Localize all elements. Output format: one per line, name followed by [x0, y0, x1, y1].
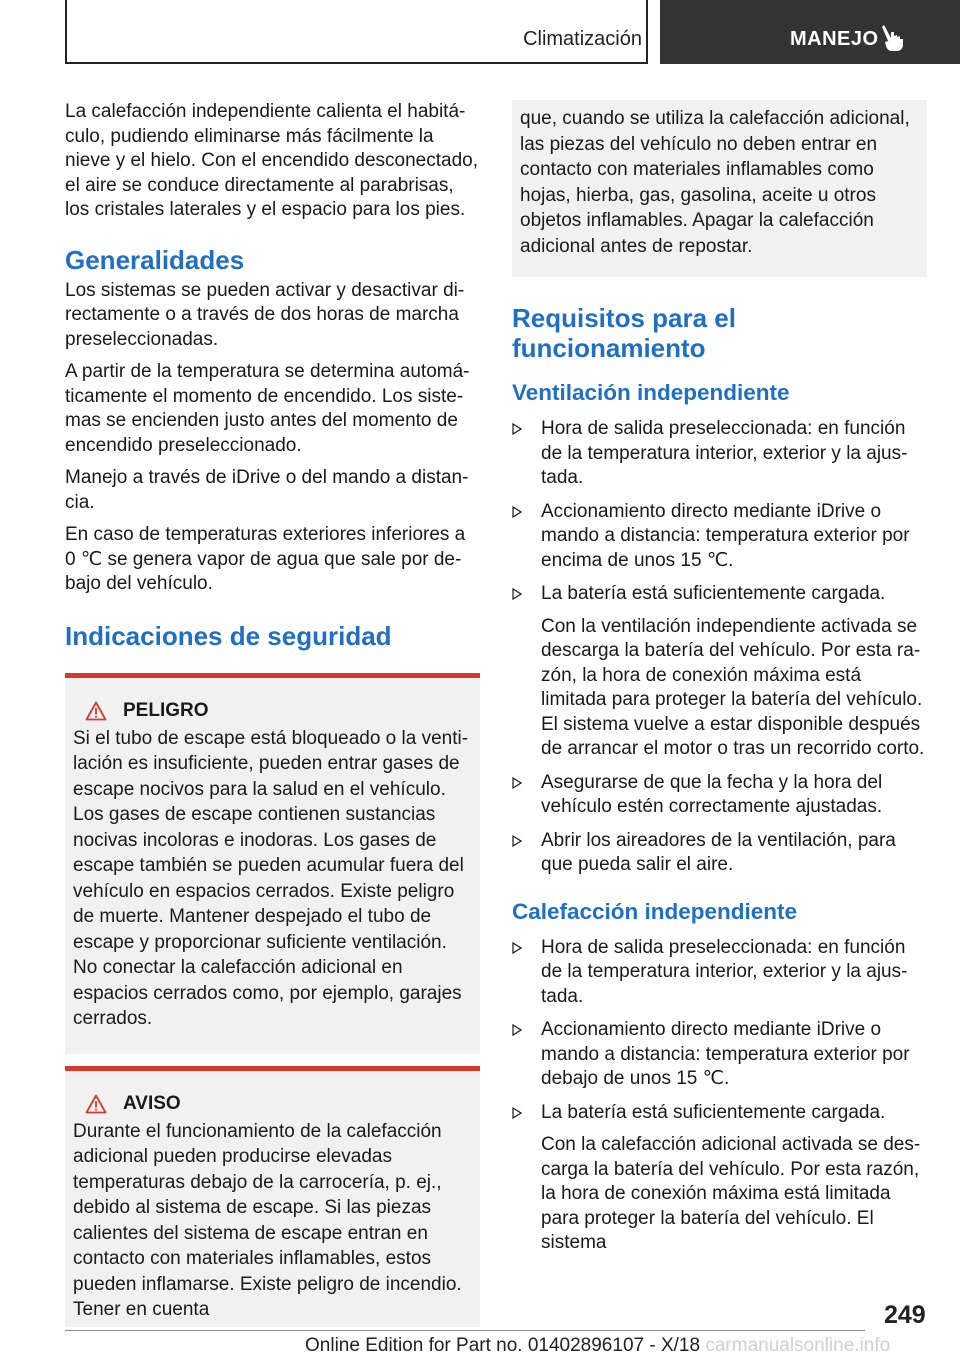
chapter-label: MANEJO: [790, 28, 879, 50]
list-item: La batería está suficientemente cargada. Con la ventilación independiente activada se descarga la batería del vehículo. Por esta razón, la hora de conexión máxima está limitada para proteger la batería del vehículo. El sistema vuelve a estar disponible después de arrancar el motor o tras un recorrido corto.: [512, 582, 927, 762]
notice-box-continued: [512, 100, 927, 277]
list-item: La batería está suficientemente cargada. Con la calefacción adicional activada se descarga la batería del vehículo. Por esta razón, la hora de conexión máxima está limitada para proteger la batería del vehículo. El sistema: [512, 1101, 927, 1256]
notice-box: [65, 1066, 480, 1327]
ventilation-list: [512, 417, 927, 878]
triangle-bullet-icon: [512, 942, 522, 954]
footer-divider: [65, 1330, 865, 1331]
pointing-hand-icon: [878, 22, 908, 54]
list-item: Accionamiento directo mediante iDrive o mando a distancia: temperatura exterior por encima de unos 15 ℃.: [512, 500, 927, 574]
danger-label: PELIGRO: [123, 699, 209, 721]
watermark-text: carmanualsonline.info: [705, 1335, 891, 1356]
heading-requisitos: Requisitos para el funcionamiento: [512, 303, 736, 363]
triangle-bullet-icon: [512, 1107, 522, 1119]
warning-triangle-icon: [85, 1094, 107, 1114]
notice-label: AVISO: [123, 1092, 181, 1114]
list-item: Hora de salida preseleccionada: en función de la temperatura interior, exterior y la ajustada.: [512, 417, 927, 491]
edition-text: Online Edition for Part no. 01402896107 - X/18: [305, 1335, 701, 1356]
triangle-bullet-icon: [512, 588, 522, 600]
list-item: Asegurarse de que la fecha y la hora del vehículo estén correctamente ajustadas.: [512, 771, 927, 820]
list-item-note: Con la ventilación independiente activada se descarga la batería del vehículo. Por esta razón, la hora de conexión máxima está limitada para proteger la batería del vehículo. El sistema vuelve a estar disponible después de arrancar el motor o tras un recorrido corto.: [541, 615, 925, 759]
heating-list: [512, 936, 927, 1256]
danger-box: [65, 673, 480, 1054]
notice-text: Durante el funcionamiento de la calefacción adicional pueden producirse elevadas temperaturas debajo de la carrocería, p. ej., debido al sistema de escape. Si las piezas calientes del sistema de escape entran en contacto con materiales inflamables, estos pueden inflamarse. Existe peligro de incendio. Tener en cuenta: [73, 1120, 462, 1320]
list-item: Hora de salida preseleccionada: en función de la temperatura interior, exterior y la ajustada.: [512, 936, 927, 1010]
page-number: 249: [884, 1301, 926, 1329]
triangle-bullet-icon: [512, 835, 522, 847]
general-paragraph-4: En caso de temperaturas exteriores inferiores a 0 ℃ se genera vapor de agua que sale por debajo del vehículo.: [65, 524, 466, 594]
triangle-bullet-icon: [512, 1024, 522, 1036]
chapter-tab: [660, 0, 960, 64]
section-title: Climatización: [523, 28, 642, 50]
notice-continued-text: que, cuando se utiliza la calefacción adicional, las piezas del vehículo no deben entrar en contacto con materiales inflamables como hojas, hierba, gas, gasolina, aceite u otros objetos inflamables. Apagar la calefacción adicional antes de repostar.: [520, 108, 910, 257]
triangle-bullet-icon: [512, 777, 522, 789]
general-paragraph-2: A partir de la temperatura se determina automáticamente el momento de encendido. Los sistemas se encienden justo antes del momento de encendido preseleccionado.: [65, 361, 470, 456]
general-paragraph-3: Manejo a través de iDrive o del mando a distancia.: [65, 467, 469, 513]
footer-edition: [305, 1335, 890, 1357]
list-item: Abrir los aireadores de la ventilación, para que pueda salir el aire.: [512, 829, 927, 878]
warning-triangle-icon: [85, 701, 107, 721]
notice-title: [85, 1093, 472, 1115]
heading-seguridad: Indicaciones de seguridad: [65, 620, 392, 651]
general-paragraph-1: Los sistemas se pueden activar y desactivar directamente o a través de dos horas de marcha preseleccionadas.: [65, 279, 465, 350]
right-column: [512, 100, 927, 1265]
left-column: [65, 100, 480, 1327]
triangle-bullet-icon: [512, 423, 522, 435]
intro-paragraph: La calefacción independiente calienta el habitáculo, pudiendo eliminarse más fácilmente la nieve y el hielo. Con el encendido desconectado, el aire se conduce directamente al parabrisas, los cristales laterales y el espacio para los pies.: [65, 101, 479, 220]
list-item-note: Con la calefacción adicional activada se descarga la batería del vehículo. Por esta razón, la hora de conexión máxima está limitada para proteger la batería del vehículo. El sistema: [541, 1134, 921, 1253]
heading-ventilacion: Ventilación independiente: [512, 380, 790, 405]
heading-generalidades: Generalidades: [65, 244, 245, 275]
danger-text: Si el tubo de escape está bloqueado o la ventilación es insuficiente, pueden entrar gases de escape nocivos para la salud en el vehículo. Los gases de escape contienen sustancias nocivas incoloras e inodoras. Los gases de escape también se pueden acumular fuera del vehículo en espacios cerrados. Existe peligro de muerte. Mantener despejado el tubo de escape y proporcionar suficiente ventilación. No conectar la calefacción adicional en espacios cerrados como, por ejemplo, garajes cerrados.: [73, 727, 469, 1029]
triangle-bullet-icon: [512, 506, 522, 518]
heading-calefaccion: Calefacción independiente: [512, 898, 798, 924]
danger-title: [85, 700, 472, 722]
list-item: Accionamiento directo mediante iDrive o mando a distancia: temperatura exterior por debajo de unos 15 ℃.: [512, 1018, 927, 1092]
